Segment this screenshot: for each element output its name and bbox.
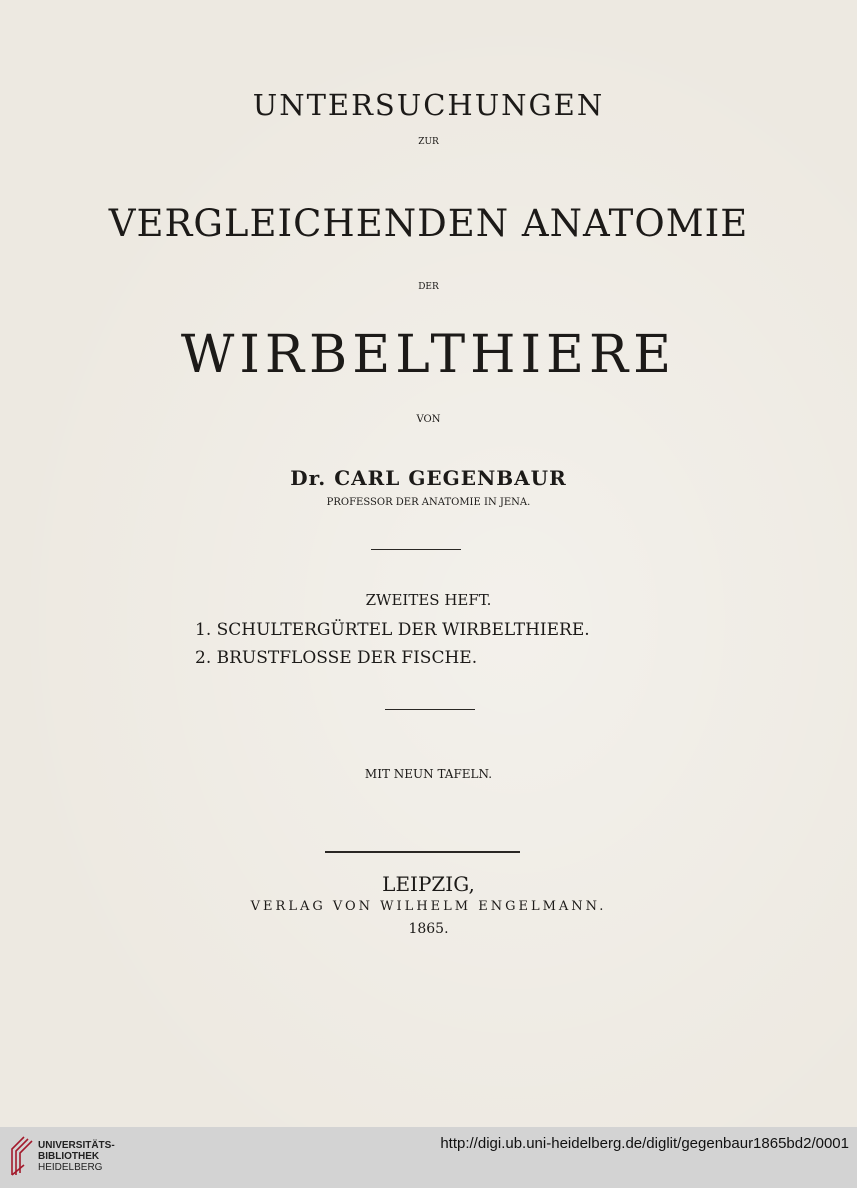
heft-label: ZWEITES HEFT.: [365, 591, 492, 609]
library-logo-icon: [8, 1135, 34, 1179]
library-name: [38, 1140, 115, 1173]
library-line-2: BIBLIOTHEK: [38, 1151, 100, 1162]
author-name: Dr. CARL GEGENBAUR: [290, 466, 567, 490]
title-line-1: UNTERSUCHUNGEN: [252, 88, 605, 122]
divider: [325, 851, 520, 853]
title-von: VON: [416, 414, 441, 425]
permalink-url[interactable]: http://digi.ub.uni-heidelberg.de/diglit/gegenbaur1865bd2/0001: [440, 1135, 849, 1152]
library-line-1: UNIVERSITÄTS-: [38, 1140, 115, 1151]
plates-note: MIT NEUN TAFELN.: [364, 767, 493, 781]
library-line-3: HEIDELBERG: [38, 1162, 103, 1173]
divider: [371, 549, 461, 550]
title-line-3: VERGLEICHENDEN ANATOMIE: [108, 202, 749, 245]
contents-item: 2. BRUSTFLOSSE DER FISCHE.: [195, 648, 478, 668]
divider: [385, 709, 475, 710]
publisher: VERLAG VON WILHELM ENGELMANN.: [250, 899, 607, 914]
contents-item: 1. SCHULTERGÜRTEL DER WIRBELTHIERE.: [195, 620, 590, 640]
city: LEIPZIG,: [382, 872, 475, 896]
year: 1865.: [408, 921, 449, 937]
library-footer: [0, 1127, 857, 1188]
title-line-4: DER: [418, 282, 439, 292]
title-line-2: ZUR: [418, 137, 439, 147]
author-title: PROFESSOR DER ANATOMIE IN JENA.: [326, 497, 531, 508]
title-main: WIRBELTHIERE: [180, 325, 677, 385]
